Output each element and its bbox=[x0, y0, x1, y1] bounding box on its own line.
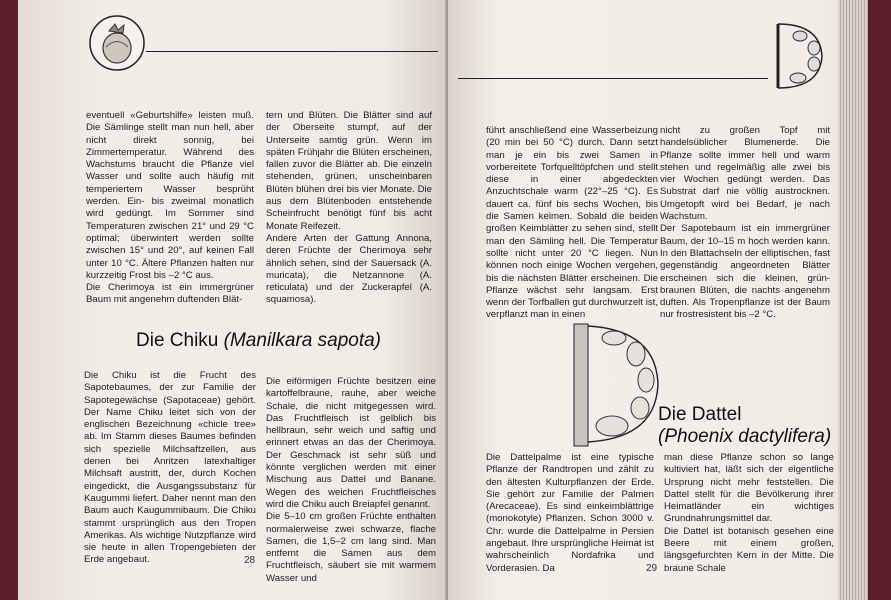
paragraph: man diese Pflanze schon so lange kultiviert hat, läßt sich der eigentliche Ursprung nicht mehr feststellen. Die Dattel stellt für die Bevölkerung ihrer Heimatländer ein wichtiges Grundnahrungsmittel dar. bbox=[664, 452, 834, 525]
date-letter-d-icon bbox=[770, 20, 830, 92]
paragraph: tern und Blüten. Die Blätter sind auf der Oberseite stumpf, auf der Unterseite samtig grün. Wenn im späten Frühjahr die Blüten erscheinen, fallen zuvor die Blätter ab. Die einzeln stehenden, grünen, unscheinbaren Blüten blühen drei bis vier Monate. Die aus dem Blütenboden entstehende Scheinfrucht benötigt fünf bis acht Monate Reifezeit. bbox=[266, 110, 432, 232]
book-spread bbox=[8, 0, 868, 600]
header-rule bbox=[146, 51, 438, 52]
paragraph: Andere Arten der Gattung Annona, deren Früchte der Cherimoya sehr ähnlich sehen, sind der Sauersack (A. muricata), die Netzannone (A. reticulata) und der Zuckerapfel (A. squamosa). bbox=[266, 232, 432, 306]
paragraph: Die Cherimoya ist ein immergrüner Baum mit angenehm duftenden Blät- bbox=[86, 282, 254, 306]
left-top-col1 bbox=[86, 110, 254, 307]
title-text: Die Chiku bbox=[136, 330, 219, 351]
right-bottom-col1 bbox=[486, 452, 654, 575]
paragraph: Die Chiku ist die Frucht des Sapotebaumes, der zur Familie der Sapotegewächse (Sapotaceae) gehört. Der Name Chiku leitet sich von der englischen Bezeichnung «chicle tree» ab. Im Stamm dieses Baumes befinden sich spezielle Milchsaftzellen, aus denen bei Anritzen latexhaltiger Milchsaft austritt, der, durch Kochen eingedickt, die Ausgangssubstanz für Kaugummi liefert. Daher nennt man den Baum auch Kaugummibaum. Die Chiku stammt ursprünglich aus den Tropen Amerikas. Als wichtige Nutzpflanze wird sie heute in allen Tropengebieten der Erde angebaut. bbox=[84, 370, 256, 566]
section-title-chiku bbox=[136, 330, 381, 352]
date-letter-d-large-icon bbox=[566, 320, 666, 448]
right-page bbox=[448, 0, 863, 600]
paragraph: Die 5–10 cm großen Früchte enthalten normalerweise zwei schwarze, flache Samen, die 1,5–2 cm lang sind. Man entfernt die Samen aus dem Fruchtfleisch, säubert sie mit warmem Wasser und bbox=[266, 511, 436, 584]
left-page bbox=[18, 0, 448, 600]
section-title-dattel bbox=[658, 404, 831, 448]
header-rule bbox=[458, 78, 768, 79]
paragraph: nicht zu großen Topf mit handelsüblicher Blumenerde. Die Pflanze sollte immer hell und warm stehen und regelmäßig alle zwei bis vier Wochen gedüngt werden. Das Substrat darf nie völlig austrocknen. Umgetopft wird bei Bedarf, je nach Wachstum. bbox=[660, 125, 830, 223]
paragraph: Die Dattel ist botanisch gesehen eine Beere mit einem großen, längsgefurchten Kern in der Mitte. Die braune Schale bbox=[664, 525, 834, 574]
paragraph: Die eiförmigen Früchte besitzen eine kartoffelbraune, rauhe, aber weiche Schale, die nicht mitgegessen wird. Das Fruchtfleisch ist gelblich bis hellbraun, sehr weich und saftig und erinnert etwas an das der Cherimoya. Der Geschmack ist sehr süß und könnte verglichen werden mit einer Mischung aus Dattel und Banane. Wegen des weichen Fruchtfleisches wird die Chiku auch Breiapfel genannt. bbox=[266, 376, 436, 510]
right-bottom-col2 bbox=[664, 452, 834, 575]
left-bottom-col1 bbox=[84, 370, 256, 567]
title-text: Die Dattel bbox=[658, 404, 742, 425]
title-latin: (Phoenix dactylifera) bbox=[658, 426, 832, 447]
left-bottom-col2 bbox=[266, 376, 436, 585]
right-top-col2 bbox=[660, 125, 830, 322]
paragraph: führt anschließend eine Wasserbeizung (20 min bei 50 °C) durch. Dann setzt man je ein bis zwei Samen in vorbereitete Torfquelltöpfchen und stellt diese in einer abgedeckten Anzuchtschale warm (22°–25 °C). Es dauert ca. fünf bis sechs Wochen, bis die Samen keimen. Sobald die beiden großen Keimblätter zu sehen sind, stellt man den Sämling hell. Die Temperatur sollte nicht unter 20 °C liegen. Nun können noch einige Wochen vergehen, bis die nächsten Blätter erscheinen. Die Pflanze wächst sehr langsam. Erst wenn der Torfballen gut durchwurzelt ist, verpflanzt man in einen bbox=[486, 125, 658, 321]
paragraph: Der Sapotebaum ist ein immergrüner Baum, der 10–15 m hoch werden kann. In den Blattachseln der elliptischen, fast gegenständig angeordneten Blätter erscheinen sich die kleinen, grün-braunen Blüten, die nachts angenehm duften. Als Tropenpflanze ist der Baum nur frostresistent bis –2 °C. bbox=[660, 223, 830, 321]
page-number: 29 bbox=[646, 563, 658, 574]
left-top-col2 bbox=[266, 110, 432, 307]
paragraph: Die Dattelpalme ist eine typische Pflanze der Randtropen und zählt zu den ältesten Kulturpflanzen der Erde. Sie gehört zur Familie der Palmen (Arecaceae). Es sind einkeimblättrige (monokotyle) Pflanzen. Schon 3000 v. Chr. wurde die Dattelpalme in Persien angebaut. Ihre ursprüngliche Heimat ist wahrscheinlich Nordafrika und Vorderasien. Da bbox=[486, 452, 654, 574]
title-latin: (Manilkara sapota) bbox=[223, 330, 381, 351]
page-number: 28 bbox=[244, 555, 256, 566]
paragraph: eventuell «Geburtshilfe» leisten muß. Die Sämlinge stellt man nun hell, aber nicht direkt sonnig, bei Zimmertemperatur. Während des Wachstums braucht die Pflanze viel Wasser und sollte auch häufig mit temperiertem Wasser besprüht werden. Ein- bis zweimal monatlich wird gedüngt. Im Sommer sind Temperaturen zwischen 21° und 29 °C optimal; überwintert werden sollte zwischen 15° und 20°, auf keinen Fall unter 10 °C. Ältere Pflanzen halten nur kurzzeitig Frost bis –2 °C aus. bbox=[86, 110, 254, 281]
page-edges bbox=[838, 0, 868, 600]
right-top-col1 bbox=[486, 125, 658, 322]
chiku-fruit-icon bbox=[88, 14, 146, 72]
